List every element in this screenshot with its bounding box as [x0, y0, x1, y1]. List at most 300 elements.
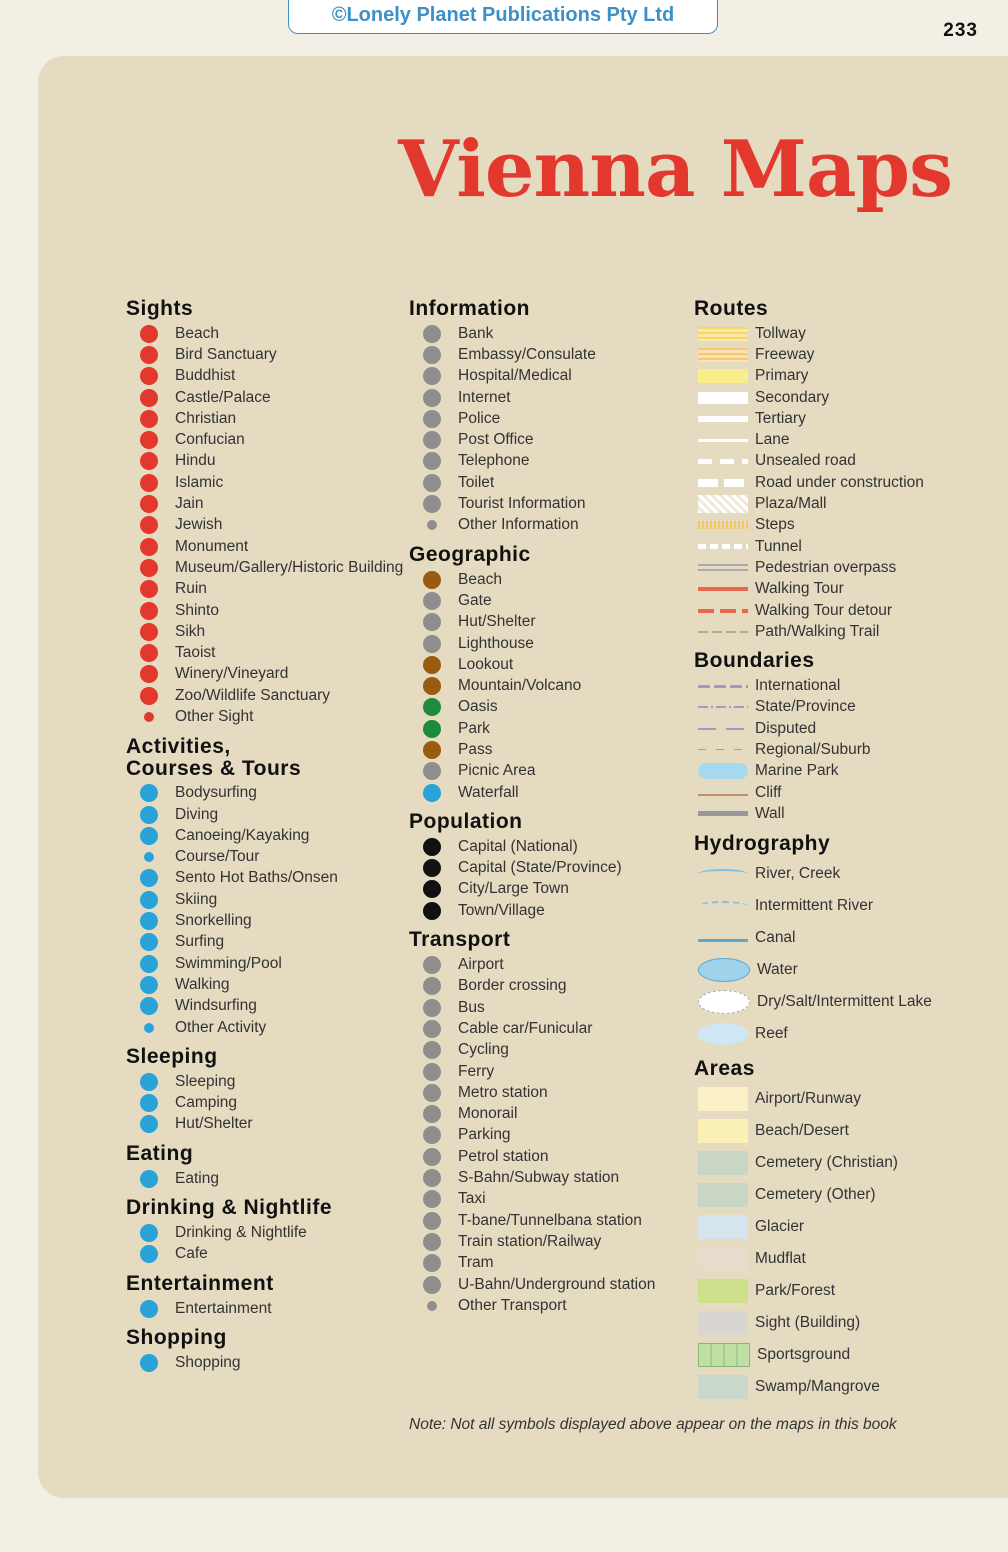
legend-item — [126, 451, 403, 472]
legend-item — [409, 1104, 655, 1125]
legend-list-transport — [409, 954, 655, 1316]
buddhist-icon — [140, 367, 158, 385]
page-title: Vienna Maps — [398, 124, 952, 215]
legend-label: Walking — [175, 975, 230, 993]
legend-item — [409, 675, 655, 696]
legend-label: Park/Forest — [755, 1281, 836, 1299]
legend-item — [409, 1061, 655, 1082]
camping-icon — [140, 1094, 158, 1112]
legend-item — [409, 739, 655, 760]
oasis-icon — [423, 698, 441, 716]
section-title-population: Population — [409, 810, 523, 834]
legend-item — [694, 600, 932, 621]
legend-item — [409, 1253, 655, 1274]
legend-item — [694, 782, 932, 803]
legend-label: Museum/Gallery/Historic Building — [175, 558, 404, 576]
lighthouse-icon — [423, 635, 441, 653]
legend-item — [126, 344, 403, 365]
legend-column-2 — [409, 298, 655, 1324]
legend-label: Cemetery (Christian) — [755, 1153, 898, 1171]
shopping-icon — [140, 1354, 158, 1372]
legend-item — [126, 1168, 403, 1189]
legend-label: Post Office — [458, 431, 534, 449]
legend-label: Sportsground — [757, 1345, 851, 1363]
other-activity-icon — [144, 1023, 154, 1033]
bus-icon — [423, 999, 441, 1017]
legend-list-eating — [126, 1168, 403, 1189]
legend-item — [409, 654, 655, 675]
legend-label: Gate — [458, 591, 492, 609]
legend-label: State/Province — [755, 698, 856, 716]
winery-vineyard-icon — [140, 665, 158, 683]
jewish-icon — [140, 516, 158, 534]
legend-label: Other Transport — [458, 1296, 567, 1314]
cliff-swatch-icon — [698, 790, 748, 796]
legend-item — [126, 847, 403, 868]
border-crossing-icon — [423, 977, 441, 995]
legend-label: Marine Park — [755, 762, 839, 780]
legend-item — [126, 429, 403, 450]
legend-item — [694, 986, 932, 1018]
petrol-station-icon — [423, 1148, 441, 1166]
legend-label: Beach — [458, 570, 502, 588]
legend-item — [409, 900, 655, 921]
legend-label: Police — [458, 409, 501, 427]
legend-item — [694, 954, 932, 986]
legend-label: Capital (National) — [458, 837, 578, 855]
legend-item — [694, 1147, 932, 1179]
legend-item — [694, 451, 932, 472]
legend-label: Walking Tour — [755, 580, 844, 598]
surfing-icon — [140, 933, 158, 951]
castle-palace-icon — [140, 389, 158, 407]
legend-label: Cafe — [175, 1245, 208, 1263]
legend-label: Canal — [755, 928, 796, 946]
legend-item — [409, 1146, 655, 1167]
internet-icon — [423, 389, 441, 407]
legend-item — [694, 1307, 932, 1339]
legend-item — [694, 1179, 932, 1211]
legend-item — [694, 739, 932, 760]
legend-item — [694, 1275, 932, 1307]
legend-label: Freeway — [755, 345, 815, 363]
legend-label: S-Bahn/Subway station — [458, 1169, 620, 1187]
legend-item — [126, 472, 403, 493]
legend-label: Metro station — [458, 1083, 548, 1101]
legend-item — [694, 557, 932, 578]
section-title-eating: Eating — [126, 1142, 194, 1166]
legend-label: Castle/Palace — [175, 388, 271, 406]
legend-label: Shinto — [175, 601, 219, 619]
legend-item — [694, 1243, 932, 1275]
legend-label: Other Activity — [175, 1018, 267, 1036]
legend-label: Airport/Runway — [755, 1089, 861, 1107]
legend-list-information — [409, 323, 655, 536]
legend-item — [409, 1082, 655, 1103]
legend-label: Hospital/Medical — [458, 367, 572, 385]
legend-item — [126, 1114, 403, 1135]
legend-list-entertainment — [126, 1298, 403, 1319]
taxi-icon — [423, 1190, 441, 1208]
beach-desert-swatch-icon — [698, 1119, 748, 1143]
legend-label: Shopping — [175, 1353, 241, 1371]
page-number: 233 — [943, 20, 978, 41]
legend-item — [126, 642, 403, 663]
other-information-icon — [427, 520, 437, 530]
legend-label: Park — [458, 719, 490, 737]
legend-item — [409, 697, 655, 718]
legend-item — [126, 1017, 403, 1038]
section-title-sights: Sights — [126, 297, 194, 320]
legend-item — [694, 890, 932, 922]
legend-list-geographic — [409, 569, 655, 803]
legend-item — [409, 515, 655, 536]
legend-item — [694, 1083, 932, 1115]
waterfall-icon — [423, 784, 441, 802]
legend-label: Eating — [175, 1169, 219, 1187]
legend-label: Steps — [755, 516, 795, 534]
zoo-wildlife-sanctuary-icon — [140, 687, 158, 705]
legend-label: Taoist — [175, 644, 216, 662]
legend-item — [409, 1210, 655, 1231]
legend-item — [126, 1298, 403, 1319]
legend-item — [409, 782, 655, 803]
beach-icon — [423, 571, 441, 589]
freeway-swatch-icon — [698, 348, 748, 362]
swamp-mangrove-swatch-icon — [698, 1375, 748, 1399]
tram-icon — [423, 1254, 441, 1272]
legend-label: Parking — [458, 1126, 511, 1144]
legend-item — [126, 557, 403, 578]
legend-label: Entertainment — [175, 1299, 272, 1317]
legend-label: Cycling — [458, 1041, 509, 1059]
legend-item — [694, 408, 932, 429]
legend-label: Town/Village — [458, 901, 545, 919]
legend-label: Reef — [755, 1024, 788, 1042]
legend-item — [694, 429, 932, 450]
hut-shelter-icon — [423, 613, 441, 631]
picnic-area-icon — [423, 762, 441, 780]
legend-list-activities-courses-tours — [126, 783, 403, 1039]
plaza-mall-swatch-icon — [698, 495, 748, 513]
legend-label: River, Creek — [755, 864, 841, 882]
legend-item — [409, 1295, 655, 1316]
legend-item — [409, 1231, 655, 1252]
legend-item — [409, 761, 655, 782]
legend-label: T-bane/Tunnelbana station — [458, 1211, 642, 1229]
primary-swatch-icon — [698, 369, 748, 383]
legend-label: Tunnel — [755, 537, 802, 555]
cemetery-christian-swatch-icon — [698, 1151, 748, 1175]
section-title-drinking-nightlife: Drinking & Nightlife — [126, 1196, 332, 1220]
swimming-pool-icon — [140, 955, 158, 973]
bird-sanctuary-icon — [140, 346, 158, 364]
legend-item — [126, 536, 403, 557]
legend-label: Capital (State/Province) — [458, 859, 622, 877]
legend-item — [409, 858, 655, 879]
legend-label: Sikh — [175, 622, 206, 640]
legend-column-3 — [694, 298, 932, 1411]
canal-swatch-icon — [698, 933, 748, 942]
legend-item — [694, 675, 932, 696]
legend-label: Christian — [175, 409, 237, 427]
legend-item — [694, 697, 932, 718]
legend-label: Telephone — [458, 452, 530, 470]
legend-label: Diving — [175, 805, 219, 823]
legend-label: Glacier — [755, 1217, 805, 1235]
shinto-icon — [140, 602, 158, 620]
canoeing-kayaking-icon — [140, 827, 158, 845]
legend-item — [409, 344, 655, 365]
tollway-swatch-icon — [698, 327, 748, 341]
legend-label: Canoeing/Kayaking — [175, 826, 310, 844]
mountain-volcano-icon — [423, 677, 441, 695]
course-tour-icon — [144, 852, 154, 862]
legend-label: Beach — [175, 324, 219, 342]
disputed-swatch-icon — [698, 728, 748, 730]
cemetery-other-swatch-icon — [698, 1183, 748, 1207]
legend-label: Mudflat — [755, 1249, 806, 1267]
legend-item — [126, 783, 403, 804]
legend-list-routes — [694, 323, 932, 642]
city-large-town-icon — [423, 880, 441, 898]
toilet-icon — [423, 474, 441, 492]
legend-item — [126, 1244, 403, 1265]
section-title-entertainment: Entertainment — [126, 1271, 274, 1295]
legend-label: Islamic — [175, 473, 224, 491]
copyright-banner: ©Lonely Planet Publications Pty Ltd — [288, 0, 718, 34]
legend-item — [694, 493, 932, 514]
legend-item — [126, 953, 403, 974]
legend-label: Bus — [458, 998, 485, 1016]
legend-label: Cliff — [755, 783, 782, 801]
mudflat-swatch-icon — [698, 1247, 748, 1271]
tertiary-swatch-icon — [698, 416, 748, 422]
legend-label: Primary — [755, 367, 809, 385]
legend-item — [126, 493, 403, 514]
legend-list-drinking-nightlife — [126, 1222, 403, 1265]
legend-label: Dry/Salt/Intermittent Lake — [757, 992, 932, 1010]
legend-item — [409, 954, 655, 975]
other-transport-icon — [427, 1301, 437, 1311]
legend-label: Lane — [755, 431, 790, 449]
legend-label: Course/Tour — [175, 848, 260, 866]
legend-item — [126, 323, 403, 344]
legend-item — [694, 366, 932, 387]
legend-item — [126, 804, 403, 825]
river-creek-swatch-icon — [698, 869, 748, 879]
park-forest-swatch-icon — [698, 1279, 748, 1303]
walking-tour-swatch-icon — [698, 587, 748, 591]
u-bahn-underground-station-icon — [423, 1276, 441, 1294]
section-title-routes: Routes — [694, 297, 769, 320]
legend-item — [409, 323, 655, 344]
christian-icon — [140, 410, 158, 428]
section-title-sleeping: Sleeping — [126, 1045, 218, 1069]
legend-item — [694, 858, 932, 890]
legend-item — [409, 1018, 655, 1039]
state-province-swatch-icon — [698, 706, 748, 708]
legend-note: Note: Not all symbols displayed above appear on the maps in this book — [409, 1416, 897, 1433]
legend-list-shopping — [126, 1352, 403, 1373]
monument-icon — [140, 538, 158, 556]
legend-label: Hindu — [175, 452, 216, 470]
legend-item — [126, 706, 403, 727]
museum-gallery-historic-building-icon — [140, 559, 158, 577]
legend-label: Surfing — [175, 933, 225, 951]
legend-label: Mountain/Volcano — [458, 677, 582, 695]
legend-list-sleeping — [126, 1071, 403, 1135]
legend-label: Unsealed road — [755, 452, 856, 470]
legend-label: Train station/Railway — [458, 1232, 602, 1250]
legend-item — [126, 685, 403, 706]
lane-swatch-icon — [698, 439, 748, 442]
legend-label: Ruin — [175, 580, 207, 598]
pedestrian-overpass-swatch-icon — [698, 564, 748, 571]
legend-item — [694, 621, 932, 642]
legend-label: Embassy/Consulate — [458, 345, 596, 363]
legend-label: Skiing — [175, 890, 218, 908]
legend-item — [694, 803, 932, 824]
legend-label: Sento Hot Baths/Onsen — [175, 869, 338, 887]
sikh-icon — [140, 623, 158, 641]
section-title-areas: Areas — [694, 1056, 755, 1080]
legend-label: Path/Walking Trail — [755, 622, 880, 640]
legend-item — [409, 387, 655, 408]
legend-item — [409, 612, 655, 633]
legend-item — [694, 1371, 932, 1403]
legend-label: Tram — [458, 1254, 494, 1272]
legend-item — [409, 879, 655, 900]
legend-item — [694, 718, 932, 739]
legend-item — [126, 889, 403, 910]
legend-label: Confucian — [175, 431, 245, 449]
legend-column-1 — [126, 298, 403, 1382]
legend-item — [694, 579, 932, 600]
wall-swatch-icon — [698, 811, 748, 816]
legend-item — [694, 1115, 932, 1147]
diving-icon — [140, 806, 158, 824]
legend-item — [694, 472, 932, 493]
reef-swatch-icon — [698, 1023, 748, 1045]
ruin-icon — [140, 580, 158, 598]
legend-item — [409, 472, 655, 493]
t-bane-tunnelbana-station-icon — [423, 1212, 441, 1230]
legend-item — [126, 932, 403, 953]
legend-label: Pass — [458, 740, 493, 758]
islamic-icon — [140, 474, 158, 492]
legend-item — [409, 633, 655, 654]
legend-item — [126, 996, 403, 1017]
legend-item — [409, 976, 655, 997]
legend-item — [694, 1339, 932, 1371]
skiing-icon — [140, 891, 158, 909]
legend-label: Swimming/Pool — [175, 954, 282, 972]
park-icon — [423, 720, 441, 738]
legend-label: Lookout — [458, 655, 514, 673]
telephone-icon — [423, 452, 441, 470]
steps-swatch-icon — [698, 521, 748, 529]
legend-label: International — [755, 677, 841, 695]
legend-item — [126, 366, 403, 387]
legend-item — [126, 1222, 403, 1243]
capital-national-icon — [423, 838, 441, 856]
legend-item — [694, 761, 932, 782]
legend-label: Jewish — [175, 516, 223, 534]
legend-label: Tollway — [755, 324, 806, 342]
legend-label: Winery/Vineyard — [175, 665, 289, 683]
legend-label: Taxi — [458, 1190, 486, 1208]
legend-label: U-Bahn/Underground station — [458, 1275, 656, 1293]
glacier-swatch-icon — [698, 1215, 748, 1239]
drinking-nightlife-icon — [140, 1224, 158, 1242]
legend-item — [694, 1211, 932, 1243]
section-title-activities-courses-tours: Activities, Courses & Tours — [126, 734, 302, 780]
legend-label: Bird Sanctuary — [175, 345, 277, 363]
legend-list-sights — [126, 323, 403, 728]
legend-list-population — [409, 836, 655, 921]
police-icon — [423, 410, 441, 428]
legend-label: Buddhist — [175, 367, 236, 385]
post-office-icon — [423, 431, 441, 449]
legend-label: Sleeping — [175, 1072, 236, 1090]
monorail-icon — [423, 1105, 441, 1123]
legend-label: Lighthouse — [458, 634, 534, 652]
sportsground-swatch-icon — [698, 1343, 750, 1367]
legend-item — [409, 1189, 655, 1210]
legend-label: Ferry — [458, 1062, 495, 1080]
legend-item — [694, 515, 932, 536]
walking-tour-detour-swatch-icon — [698, 609, 748, 613]
legend-label: Pedestrian overpass — [755, 558, 897, 576]
regional-suburb-swatch-icon — [698, 749, 748, 750]
town-village-icon — [423, 902, 441, 920]
legend-label: Petrol station — [458, 1147, 549, 1165]
legend-label: Jain — [175, 495, 204, 513]
metro-station-icon — [423, 1084, 441, 1102]
legend-item — [126, 1093, 403, 1114]
legend-label: Beach/Desert — [755, 1121, 849, 1139]
legend-label: Internet — [458, 388, 511, 406]
international-swatch-icon — [698, 685, 748, 688]
legend-item — [126, 825, 403, 846]
legend-label: Monument — [175, 537, 249, 555]
legend-item — [126, 387, 403, 408]
lookout-icon — [423, 656, 441, 674]
legend-list-areas — [694, 1083, 932, 1403]
legend-item — [694, 387, 932, 408]
legend-item — [126, 408, 403, 429]
legend-item — [409, 836, 655, 857]
airport-icon — [423, 956, 441, 974]
capital-state-province-icon — [423, 859, 441, 877]
legend-item — [694, 344, 932, 365]
legend-label: Sight (Building) — [755, 1313, 861, 1331]
legend-label: Road under construction — [755, 473, 924, 491]
section-title-hydrography: Hydrography — [694, 831, 831, 855]
gate-icon — [423, 592, 441, 610]
entertainment-icon — [140, 1300, 158, 1318]
beach-icon — [140, 325, 158, 343]
legend-label: Intermittent River — [755, 896, 874, 914]
walking-icon — [140, 976, 158, 994]
legend-label: Zoo/Wildlife Sanctuary — [175, 686, 331, 704]
legend-label: Bodysurfing — [175, 784, 257, 802]
tourist-information-icon — [423, 495, 441, 513]
legend-item — [126, 621, 403, 642]
road-under-construction-swatch-icon — [698, 479, 748, 487]
jain-icon — [140, 495, 158, 513]
